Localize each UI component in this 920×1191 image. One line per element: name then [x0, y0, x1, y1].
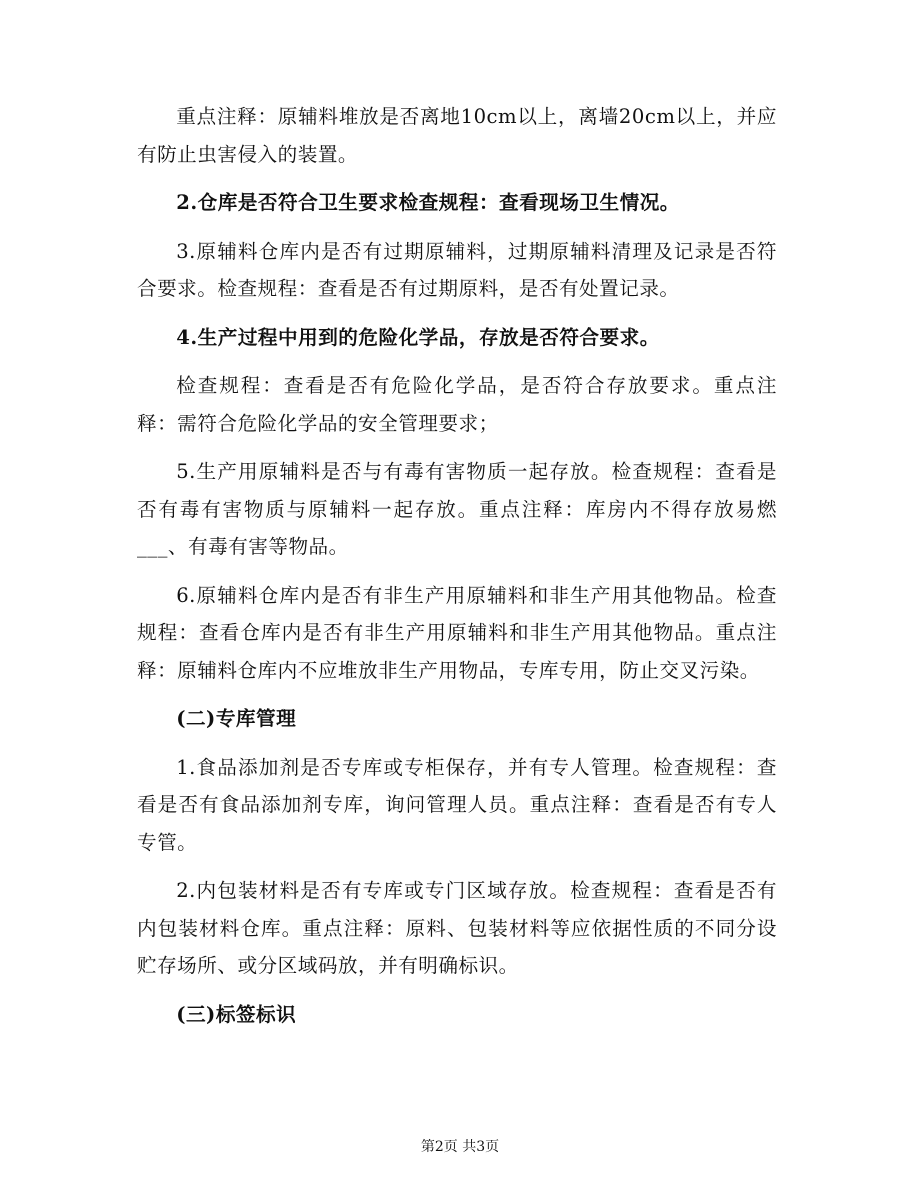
- page-footer: 第2页 共3页: [420, 1139, 500, 1155]
- paragraph-hazardous-check: 检查规程：查看是否有危险化学品，是否符合存放要求。重点注释：需符合危险化学品的安全管理要求；: [137, 374, 777, 435]
- paragraph-gap: [137, 222, 777, 233]
- paragraph-toxic-storage: 5.生产用原辅料是否与有毒有害物质一起存放。检查规程：查看是否有毒有害物质与原辅料一起存放。重点注释：库房内不得存放易燃___、有毒有害等物品。: [137, 460, 777, 558]
- paragraph-food-additives: 1.食品添加剂是否专库或专柜保存，并有专人管理。检查规程：查看是否有食品添加剂专库，询问管理人员。重点注释：查看是否有专人专管。: [137, 755, 777, 854]
- paragraph-gap: [137, 356, 777, 367]
- paragraph-expired-materials: 3.原辅料仓库内是否有过期原辅料，过期原辅料清理及记录是否符合要求。检查规程：查看是否有过期原料，是否有处置记录。: [137, 239, 777, 300]
- paragraph-gap: [137, 985, 777, 996]
- paragraph-gap: [137, 173, 777, 184]
- paragraph-gap: [137, 738, 777, 749]
- heading-hazardous-chemicals: 4.生产过程中用到的危险化学品，存放是否符合要求。: [176, 325, 660, 349]
- paragraph-gap: [137, 861, 777, 872]
- paragraph-gap: [137, 442, 777, 453]
- paragraph-gap: [137, 566, 777, 577]
- paragraph-packaging-materials: 2.内包装材料是否有专库或专门区域存放。检查规程：查看是否有内包装材料仓库。重点注释：原料、包装材料等应依据性质的不同分设贮存场所、或分区域码放，并有明确标识。: [137, 879, 777, 977]
- paragraph-storage-distance-note: 重点注释：原辅料堆放是否离地10cm以上，离墙20cm以上，并应有防止虫害侵入的装置。: [137, 105, 777, 166]
- section-heading-labeling: (三)标签标识: [176, 1002, 297, 1026]
- heading-warehouse-hygiene: 2.仓库是否符合卫生要求检查规程：查看现场卫生情况。: [176, 191, 680, 214]
- document-body: [137, 98, 777, 1033]
- paragraph-non-production-items: 6.原辅料仓库内是否有非生产用原辅料和非生产用其他物品。检查规程：查看仓库内是否有非生产用原辅料和非生产用其他物品。重点注释：原辅料仓库内不应堆放非生产用物品，专库专用，防止交叉污染。: [137, 583, 777, 682]
- section-heading-dedicated-storage: (二)专库管理: [176, 707, 297, 730]
- paragraph-gap: [137, 689, 777, 700]
- paragraph-gap: [137, 308, 777, 319]
